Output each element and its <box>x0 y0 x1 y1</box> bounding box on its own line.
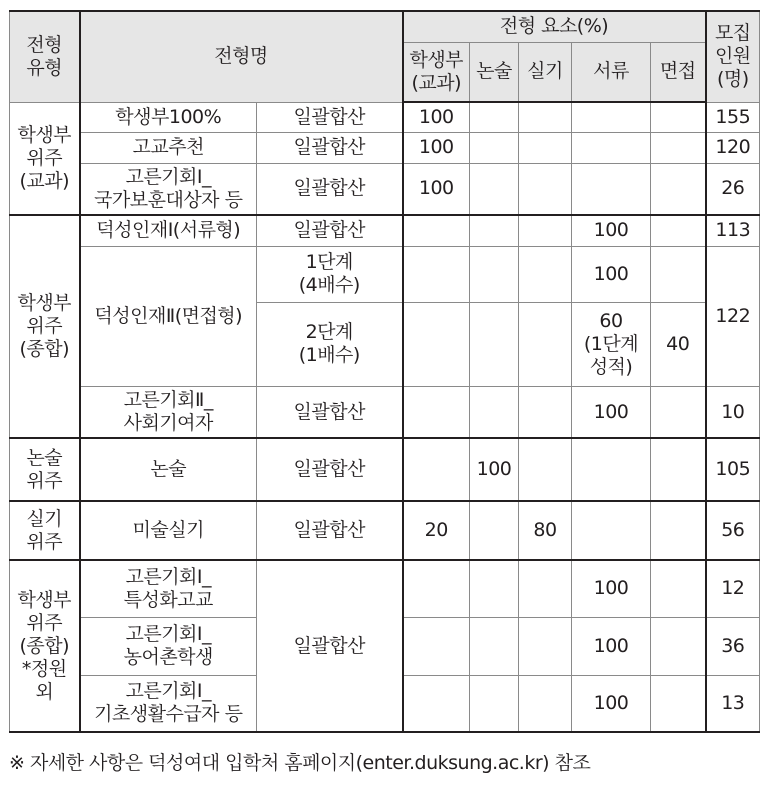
cell-docs <box>572 102 651 132</box>
cell-record <box>403 246 470 302</box>
cell-essay <box>470 163 519 215</box>
cell-quota: 155 <box>706 102 760 132</box>
cell-interview <box>651 560 706 617</box>
cell-essay <box>470 246 519 302</box>
track-name: 학생부100% <box>80 102 257 132</box>
cell-interview <box>651 438 706 501</box>
cell-essay <box>470 560 519 617</box>
track-method: 일괄합산 <box>257 132 403 163</box>
group-label: 학생부 위주 (종합) <box>10 215 80 438</box>
cell-record: 100 <box>403 102 470 132</box>
cell-docs: 100 <box>572 560 651 617</box>
cell-practical <box>519 386 572 438</box>
cell-interview <box>651 132 706 163</box>
cell-interview <box>651 675 706 732</box>
cell-docs: 100 <box>572 246 651 302</box>
cell-docs <box>572 438 651 501</box>
cell-docs: 100 <box>572 386 651 438</box>
cell-docs <box>572 132 651 163</box>
group-label: 실기 위주 <box>10 501 80 560</box>
cell-interview: 40 <box>651 302 706 386</box>
cell-docs <box>572 163 651 215</box>
cell-docs: 100 <box>572 215 651 246</box>
header-docs: 서류 <box>572 42 651 102</box>
track-name: 덕성인재Ⅰ(서류형) <box>80 215 257 246</box>
admissions-table <box>9 10 760 733</box>
cell-interview <box>651 215 706 246</box>
cell-essay <box>470 675 519 732</box>
stage-label: 2단계 (1배수) <box>257 302 403 386</box>
cell-essay <box>470 386 519 438</box>
cell-essay <box>470 617 519 675</box>
cell-practical <box>519 215 572 246</box>
cell-essay <box>470 102 519 132</box>
group-label: 학생부 위주 (교과) <box>10 102 80 215</box>
cell-record <box>403 675 470 732</box>
cell-essay: 100 <box>470 438 519 501</box>
cell-quota: 26 <box>706 163 760 215</box>
header-quota: 모집 인원 (명) <box>706 11 760 102</box>
cell-practical <box>519 675 572 732</box>
cell-interview <box>651 386 706 438</box>
cell-record: 20 <box>403 501 470 560</box>
cell-interview <box>651 617 706 675</box>
track-method: 일괄합산 <box>257 560 403 732</box>
header-elements: 전형 요소(%) <box>403 11 706 42</box>
track-name: 고른기회Ⅱ_ 사회기여자 <box>80 386 257 438</box>
cell-quota: 122 <box>706 246 760 386</box>
track-name: 미술실기 <box>80 501 257 560</box>
cell-practical <box>519 102 572 132</box>
header-practical: 실기 <box>519 42 572 102</box>
track-method: 일괄합산 <box>257 215 403 246</box>
track-method: 일괄합산 <box>257 386 403 438</box>
footnote: ※ 자세한 사항은 덕성여대 입학처 홈페이지(enter.duksung.ac.kr) 참조 <box>9 752 591 774</box>
cell-record <box>403 215 470 246</box>
track-method: 일괄합산 <box>257 501 403 560</box>
track-name: 고교추천 <box>80 132 257 163</box>
track-name: 고른기회Ⅰ_ 국가보훈대상자 등 <box>80 163 257 215</box>
stage-label: 1단계 (4배수) <box>257 246 403 302</box>
cell-quota: 12 <box>706 560 760 617</box>
cell-interview <box>651 501 706 560</box>
group-label: 학생부 위주 (종합) *정원 외 <box>10 560 80 732</box>
cell-essay <box>470 215 519 246</box>
cell-practical <box>519 246 572 302</box>
cell-record <box>403 386 470 438</box>
track-method: 일괄합산 <box>257 163 403 215</box>
cell-quota: 56 <box>706 501 760 560</box>
cell-practical <box>519 617 572 675</box>
header-type: 전형 유형 <box>10 11 80 102</box>
group-label: 논술 위주 <box>10 438 80 501</box>
cell-record <box>403 617 470 675</box>
header-record: 학생부 (교과) <box>403 42 470 102</box>
cell-record: 100 <box>403 163 470 215</box>
cell-essay <box>470 501 519 560</box>
track-name: 고른기회Ⅰ_ 특성화고교 <box>80 560 257 617</box>
cell-record <box>403 438 470 501</box>
cell-practical: 80 <box>519 501 572 560</box>
cell-quota: 113 <box>706 215 760 246</box>
track-name: 논술 <box>80 438 257 501</box>
cell-interview <box>651 163 706 215</box>
track-name: 덕성인재Ⅱ(면접형) <box>80 246 257 386</box>
cell-practical <box>519 163 572 215</box>
cell-interview <box>651 246 706 302</box>
cell-record: 100 <box>403 132 470 163</box>
cell-record <box>403 560 470 617</box>
cell-quota: 105 <box>706 438 760 501</box>
track-method: 일괄합산 <box>257 438 403 501</box>
cell-essay <box>470 132 519 163</box>
cell-practical <box>519 302 572 386</box>
cell-practical <box>519 560 572 617</box>
track-name: 고른기회Ⅰ_ 기초생활수급자 등 <box>80 675 257 732</box>
track-method: 일괄합산 <box>257 102 403 132</box>
cell-quota: 120 <box>706 132 760 163</box>
cell-quota: 13 <box>706 675 760 732</box>
cell-docs <box>572 501 651 560</box>
cell-practical <box>519 438 572 501</box>
cell-quota: 36 <box>706 617 760 675</box>
cell-quota: 10 <box>706 386 760 438</box>
cell-essay <box>470 302 519 386</box>
cell-practical <box>519 132 572 163</box>
cell-docs: 100 <box>572 617 651 675</box>
cell-docs: 100 <box>572 675 651 732</box>
track-name: 고른기회Ⅰ_ 농어촌학생 <box>80 617 257 675</box>
header-name: 전형명 <box>80 11 403 102</box>
header-essay: 논술 <box>470 42 519 102</box>
cell-docs: 60 (1단계 성적) <box>572 302 651 386</box>
cell-record <box>403 302 470 386</box>
header-interview: 면접 <box>651 42 706 102</box>
cell-interview <box>651 102 706 132</box>
